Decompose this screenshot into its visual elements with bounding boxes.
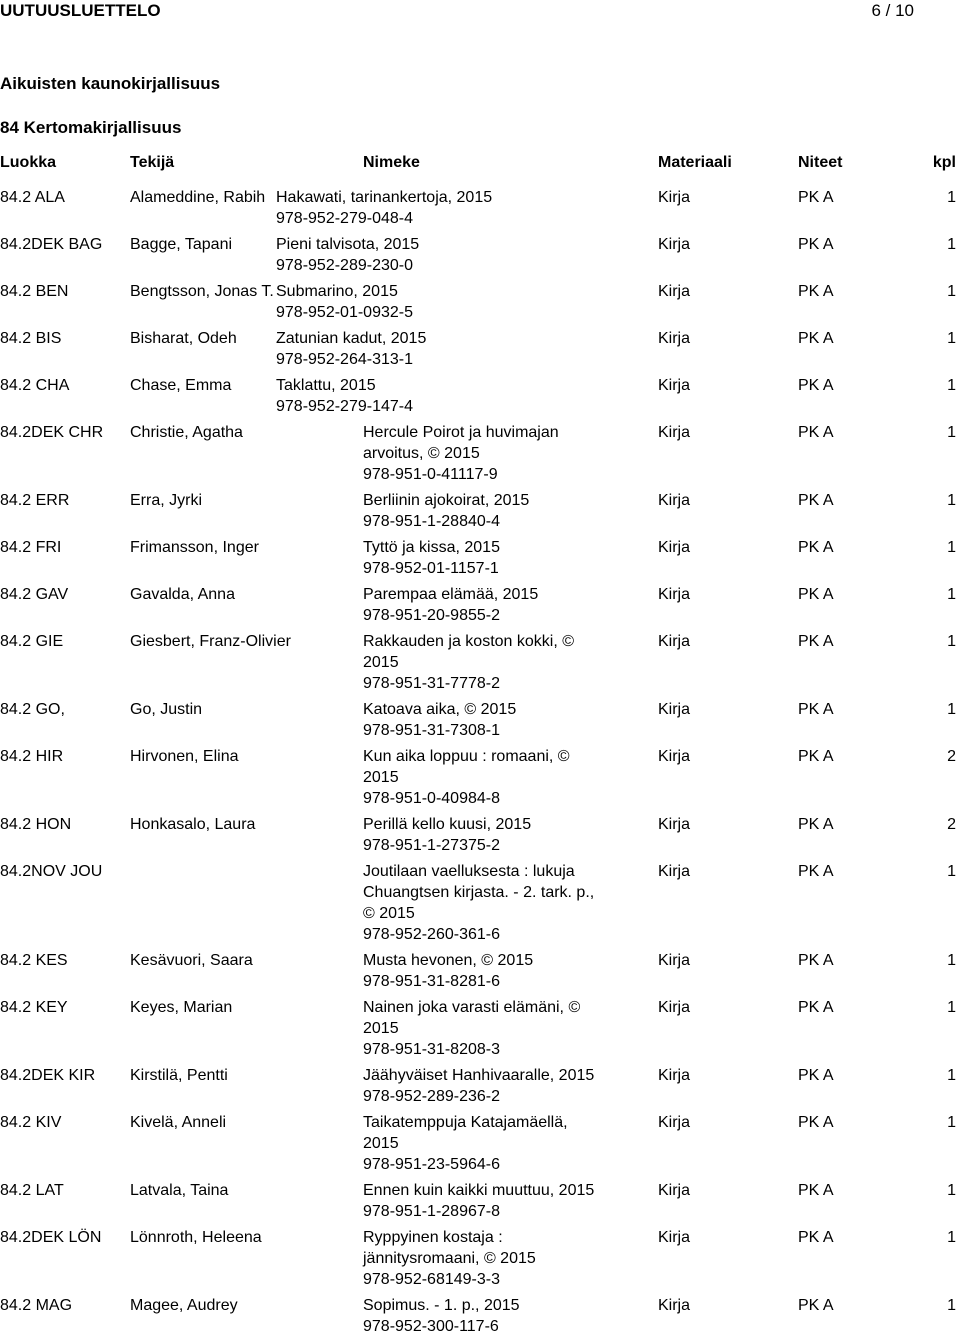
- title-line: Taklattu, 2015: [276, 377, 376, 394]
- cell-count: 1: [947, 633, 956, 650]
- cell-class: 84.2DEK BAG: [0, 236, 103, 253]
- cell-class: 84.2 KIV: [0, 1114, 62, 1131]
- cell-title: [363, 422, 603, 485]
- cell-count: 1: [947, 999, 956, 1016]
- cell-volumes: PK A: [798, 863, 834, 880]
- table-row: [0, 187, 960, 229]
- cell-title: [363, 861, 603, 945]
- cell-class: 84.2 GAV: [0, 586, 69, 603]
- cell-volumes: PK A: [798, 816, 834, 833]
- title-line: 2015: [363, 1020, 399, 1037]
- cell-class: 84.2 CHA: [0, 377, 70, 394]
- title-line: Ennen kuin kaikki muuttuu, 2015: [363, 1182, 595, 1199]
- table-row: [0, 1295, 960, 1337]
- cell-volumes: PK A: [798, 377, 834, 394]
- cell-count: 1: [947, 330, 956, 347]
- title-line: Hakawati, tarinankertoja, 2015: [276, 189, 493, 206]
- cell-title: [363, 1112, 603, 1175]
- title-line: 2015: [363, 769, 399, 786]
- cell-count: 1: [947, 189, 956, 206]
- cell-title: [363, 584, 603, 626]
- table-row: [0, 584, 960, 626]
- title-line: Katoava aika, © 2015: [363, 701, 517, 718]
- cell-author: Bengtsson, Jonas T.: [130, 283, 274, 300]
- isbn: 978-952-01-0932-5: [276, 304, 413, 321]
- cell-material: Kirja: [658, 999, 691, 1016]
- cell-volumes: PK A: [798, 539, 834, 556]
- cell-author: Kirstilä, Pentti: [130, 1067, 228, 1084]
- title-line: Kun aika loppuu : romaani, ©: [363, 748, 570, 765]
- cell-author: Latvala, Taina: [130, 1182, 229, 1199]
- title-line: Parempaa elämää, 2015: [363, 586, 539, 603]
- isbn: 978-951-31-7778-2: [363, 675, 500, 692]
- cell-title: [363, 1065, 603, 1107]
- cell-count: 1: [947, 701, 956, 718]
- cell-material: Kirja: [658, 586, 691, 603]
- title-line: Taikatemppuja Katajamäellä,: [363, 1114, 568, 1131]
- isbn: 978-952-289-230-0: [276, 257, 413, 274]
- cell-volumes: PK A: [798, 283, 834, 300]
- cell-author: Alameddine, Rabih: [130, 189, 266, 206]
- cell-author: Giesbert, Franz-Olivier: [130, 633, 291, 650]
- cell-volumes: PK A: [798, 999, 834, 1016]
- cell-material: Kirja: [658, 189, 691, 206]
- cell-material: Kirja: [658, 633, 691, 650]
- cell-class: 84.2 MAG: [0, 1297, 73, 1314]
- cell-author: Hirvonen, Elina: [130, 748, 239, 765]
- column-header-title: Nimeke: [363, 154, 420, 171]
- cell-author: Frimansson, Inger: [130, 539, 259, 556]
- table-row: [0, 537, 960, 579]
- isbn: 978-951-1-28967-8: [363, 1203, 500, 1220]
- isbn: 978-952-279-048-4: [276, 210, 413, 227]
- title-line: © 2015: [363, 905, 415, 922]
- cell-title: [363, 699, 603, 741]
- cell-author: Erra, Jyrki: [130, 492, 202, 509]
- cell-volumes: PK A: [798, 236, 834, 253]
- column-header-count: kpl: [932, 154, 956, 171]
- cell-volumes: PK A: [798, 952, 834, 969]
- cell-author: Lönnroth, Heleena: [130, 1229, 262, 1246]
- column-header-volumes: Niteet: [798, 154, 843, 171]
- cell-author: Gavalda, Anna: [130, 586, 235, 603]
- table-row: [0, 950, 960, 992]
- title-line: Musta hevonen, © 2015: [363, 952, 534, 969]
- cell-material: Kirja: [658, 701, 691, 718]
- cell-material: Kirja: [658, 377, 691, 394]
- title-line: Tyttö ja kissa, 2015: [363, 539, 500, 556]
- cell-class: 84.2 ERR: [0, 492, 70, 509]
- cell-class: 84.2NOV JOU: [0, 863, 103, 880]
- cell-class: 84.2 KES: [0, 952, 68, 969]
- cell-title: [276, 375, 606, 417]
- cell-count: 2: [947, 816, 956, 833]
- title-line: Ryppyinen kostaja :: [363, 1229, 503, 1246]
- cell-title: [363, 490, 603, 532]
- table-row: [0, 1180, 960, 1222]
- isbn: 978-951-0-40984-8: [363, 790, 500, 807]
- cell-author: Magee, Audrey: [130, 1297, 238, 1314]
- cell-author: Kivelä, Anneli: [130, 1114, 227, 1131]
- cell-title: [363, 814, 603, 856]
- cell-count: 1: [947, 1114, 956, 1131]
- table-row: [0, 1112, 960, 1175]
- cell-volumes: PK A: [798, 492, 834, 509]
- section-heading: Aikuisten kaunokirjallisuus: [0, 74, 221, 93]
- table-row: [0, 375, 960, 417]
- cell-author: Keyes, Marian: [130, 999, 233, 1016]
- table-row: [0, 746, 960, 809]
- table-row: [0, 861, 960, 945]
- cell-material: Kirja: [658, 330, 691, 347]
- cell-title: [363, 950, 603, 992]
- cell-class: 84.2 GIE: [0, 633, 64, 650]
- cell-author: Chase, Emma: [130, 377, 232, 394]
- cell-author: Honkasalo, Laura: [130, 816, 256, 833]
- cell-count: 1: [947, 1229, 956, 1246]
- cell-author: Christie, Agatha: [130, 424, 243, 441]
- cell-author: Kesävuori, Saara: [130, 952, 253, 969]
- cell-count: 1: [947, 586, 956, 603]
- cell-material: Kirja: [658, 1297, 691, 1314]
- isbn: 978-951-1-27375-2: [363, 837, 500, 854]
- cell-volumes: PK A: [798, 748, 834, 765]
- title-line: Perillä kello kuusi, 2015: [363, 816, 532, 833]
- title-line: Jäähyväiset Hanhivaaralle, 2015: [363, 1067, 595, 1084]
- cell-class: 84.2DEK KIR: [0, 1067, 96, 1084]
- isbn: 978-951-20-9855-2: [363, 607, 500, 624]
- title-line: Rakkauden ja koston kokki, ©: [363, 633, 575, 650]
- page-number: 6 / 10: [871, 1, 914, 20]
- cell-author: Go, Justin: [130, 701, 203, 718]
- catalog-table: [0, 187, 960, 1342]
- isbn: 978-951-1-28840-4: [363, 513, 500, 530]
- cell-volumes: PK A: [798, 330, 834, 347]
- cell-count: 1: [947, 1297, 956, 1314]
- cell-material: Kirja: [658, 236, 691, 253]
- column-header-class: Luokka: [0, 154, 57, 171]
- cell-count: 1: [947, 377, 956, 394]
- cell-count: 1: [947, 863, 956, 880]
- cell-class: 84.2 LAT: [0, 1182, 64, 1199]
- cell-material: Kirja: [658, 1229, 691, 1246]
- cell-title: [276, 187, 606, 229]
- table-row: [0, 699, 960, 741]
- table-row: [0, 631, 960, 694]
- cell-count: 1: [947, 1067, 956, 1084]
- cell-material: Kirja: [658, 1182, 691, 1199]
- cell-volumes: PK A: [798, 633, 834, 650]
- cell-volumes: PK A: [798, 586, 834, 603]
- title-line: jännitysromaani, © 2015: [363, 1250, 536, 1267]
- cell-volumes: PK A: [798, 1229, 834, 1246]
- title-line: arvoitus, © 2015: [363, 445, 480, 462]
- cell-volumes: PK A: [798, 424, 834, 441]
- title-line: Pieni talvisota, 2015: [276, 236, 420, 253]
- cell-class: 84.2DEK LÖN: [0, 1229, 102, 1246]
- cell-volumes: PK A: [798, 1114, 834, 1131]
- table-row: [0, 1227, 960, 1290]
- cell-class: 84.2 KEY: [0, 999, 68, 1016]
- isbn: 978-952-279-147-4: [276, 398, 413, 415]
- isbn: 978-952-68149-3-3: [363, 1271, 500, 1288]
- cell-class: 84.2 BEN: [0, 283, 69, 300]
- cell-title: [276, 234, 606, 276]
- cell-class: 84.2 BIS: [0, 330, 62, 347]
- table-row: [0, 997, 960, 1060]
- isbn: 978-951-31-8208-3: [363, 1041, 500, 1058]
- cell-material: Kirja: [658, 424, 691, 441]
- cell-title: [276, 281, 606, 323]
- cell-class: 84.2 FRI: [0, 539, 62, 556]
- cell-count: 1: [947, 236, 956, 253]
- cell-volumes: PK A: [798, 1297, 834, 1314]
- isbn: 978-952-260-361-6: [363, 926, 500, 943]
- cell-title: [363, 997, 603, 1060]
- cell-material: Kirja: [658, 863, 691, 880]
- title-line: Sopimus. - 1. p., 2015: [363, 1297, 520, 1314]
- cell-title: [363, 1180, 603, 1222]
- title-line: Hercule Poirot ja huvimajan: [363, 424, 559, 441]
- cell-class: 84.2 ALA: [0, 189, 65, 206]
- isbn: 978-951-23-5964-6: [363, 1156, 500, 1173]
- cell-material: Kirja: [658, 748, 691, 765]
- cell-title: [276, 328, 606, 370]
- cell-count: 1: [947, 952, 956, 969]
- title-line: Nainen joka varasti elämäni, ©: [363, 999, 581, 1016]
- cell-class: 84.2DEK CHR: [0, 424, 104, 441]
- cell-count: 1: [947, 283, 956, 300]
- title-line: Joutilaan vaelluksesta : lukuja: [363, 863, 575, 880]
- cell-title: [363, 1227, 603, 1290]
- cell-title: [363, 631, 603, 694]
- cell-class: 84.2 GO,: [0, 701, 65, 718]
- cell-title: [363, 1295, 603, 1337]
- isbn: 978-952-01-1157-1: [363, 560, 499, 577]
- isbn: 978-952-264-313-1: [276, 351, 413, 368]
- isbn: 978-952-289-236-2: [363, 1088, 500, 1105]
- column-header-material: Materiaali: [658, 154, 732, 171]
- cell-count: 1: [947, 539, 956, 556]
- isbn: 978-951-31-8281-6: [363, 973, 500, 990]
- cell-count: 1: [947, 492, 956, 509]
- table-row: [0, 234, 960, 276]
- cell-volumes: PK A: [798, 1067, 834, 1084]
- cell-count: 2: [947, 748, 956, 765]
- title-line: 2015: [363, 654, 399, 671]
- cell-author: Bagge, Tapani: [130, 236, 233, 253]
- cell-title: [363, 537, 603, 579]
- cell-material: Kirja: [658, 1114, 691, 1131]
- isbn: 978-951-31-7308-1: [363, 722, 500, 739]
- cell-material: Kirja: [658, 539, 691, 556]
- table-row: [0, 490, 960, 532]
- isbn: 978-951-0-41117-9: [363, 466, 498, 483]
- cell-count: 1: [947, 424, 956, 441]
- document-title: UUTUUSLUETTELO: [0, 1, 161, 20]
- cell-material: Kirja: [658, 816, 691, 833]
- cell-author: Bisharat, Odeh: [130, 330, 237, 347]
- cell-material: Kirja: [658, 283, 691, 300]
- subsection-heading: 84 Kertomakirjallisuus: [0, 118, 182, 137]
- cell-material: Kirja: [658, 952, 691, 969]
- title-line: Berliinin ajokoirat, 2015: [363, 492, 530, 509]
- title-line: Chuangtsen kirjasta. - 2. tark. p.,: [363, 884, 595, 901]
- cell-volumes: PK A: [798, 701, 834, 718]
- cell-material: Kirja: [658, 1067, 691, 1084]
- cell-material: Kirja: [658, 492, 691, 509]
- table-row: [0, 328, 960, 370]
- cell-class: 84.2 HIR: [0, 748, 64, 765]
- cell-volumes: PK A: [798, 189, 834, 206]
- cell-volumes: PK A: [798, 1182, 834, 1199]
- cell-count: 1: [947, 1182, 956, 1199]
- table-row: [0, 1065, 960, 1107]
- column-header-author: Tekijä: [130, 154, 175, 171]
- title-line: Zatunian kadut, 2015: [276, 330, 427, 347]
- title-line: 2015: [363, 1135, 399, 1152]
- isbn: 978-952-300-117-6: [363, 1318, 499, 1335]
- table-row: [0, 422, 960, 485]
- title-line: Submarino, 2015: [276, 283, 398, 300]
- cell-title: [363, 746, 603, 809]
- cell-class: 84.2 HON: [0, 816, 72, 833]
- table-row: [0, 814, 960, 856]
- table-row: [0, 281, 960, 323]
